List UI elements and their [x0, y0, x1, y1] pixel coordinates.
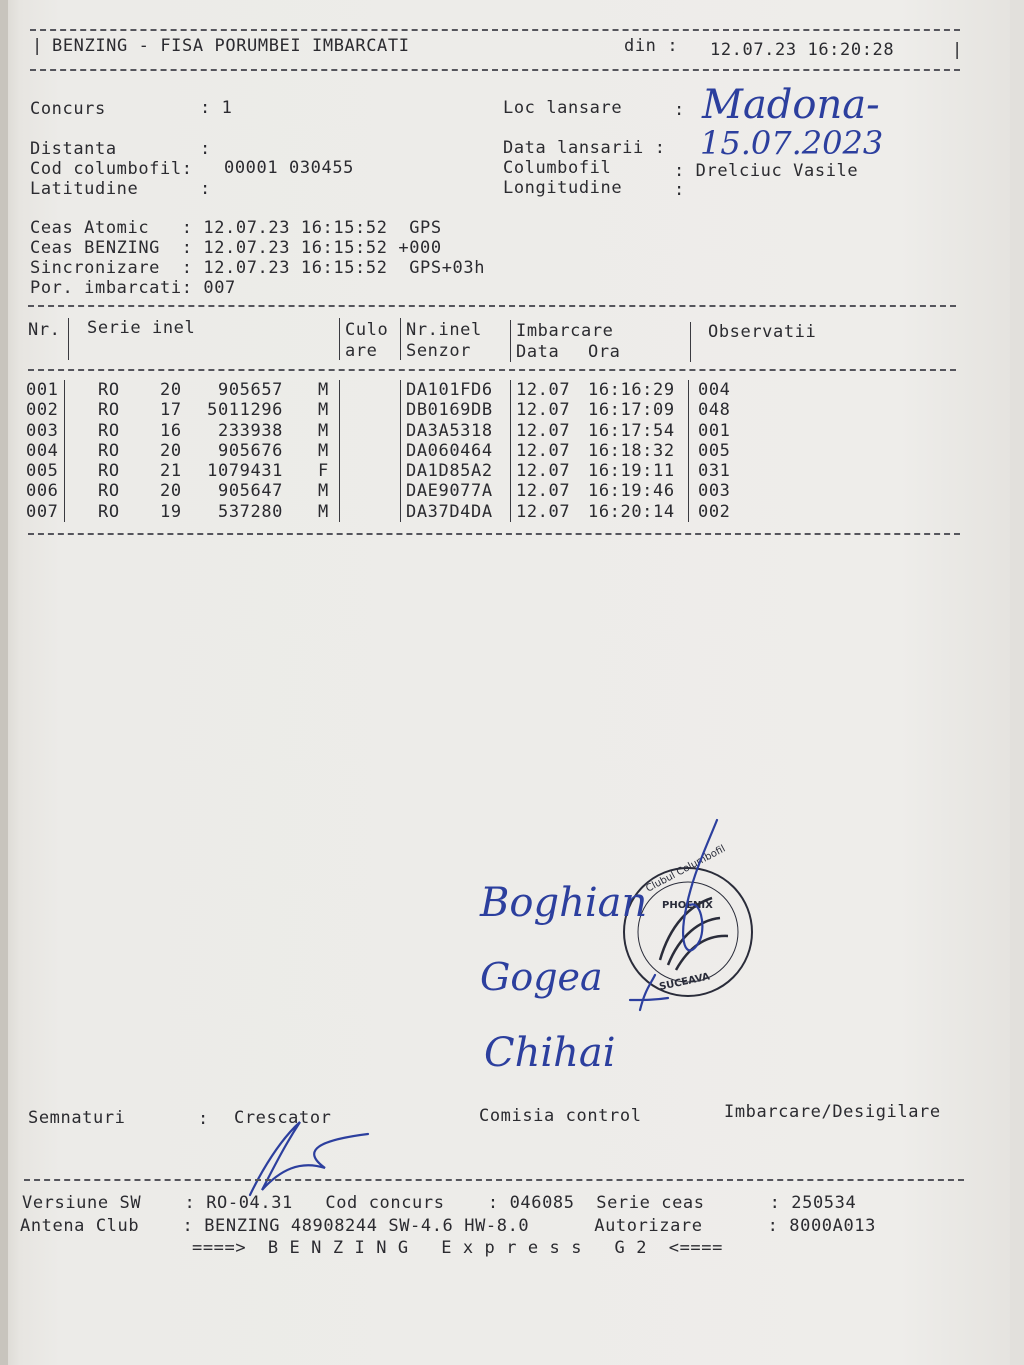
cell-obs: 003	[698, 481, 731, 501]
loc-lansare-handwritten: Madona-	[702, 82, 880, 128]
header-right-bar: |	[952, 40, 963, 60]
semnaturi-label: Semnaturi	[28, 1108, 126, 1128]
loc-lansare-sep: :	[674, 100, 685, 120]
cell-obs: 048	[698, 400, 731, 420]
loc-lansare-label: Loc lansare	[503, 98, 623, 118]
por-imbarcati-line: Por. imbarcati: 007	[30, 278, 236, 298]
cell-sex: F	[318, 461, 329, 481]
distanta-label: Distanta	[30, 139, 117, 159]
cell-sex: M	[318, 421, 329, 441]
cell-ring: 537280	[217, 502, 283, 522]
stamp-text-mid: PHOENIX	[662, 900, 713, 911]
col-header-nr-inel-1: Nr.inel	[406, 320, 482, 340]
cell-year: 20	[160, 380, 182, 400]
cell-ring: 905657	[217, 380, 283, 400]
cell-ring: 905647	[217, 481, 283, 501]
cell-sensor: DA060464	[406, 441, 493, 461]
data-lansarii-label: Data lansarii :	[503, 138, 666, 158]
col-header-nr: Nr.	[28, 320, 61, 340]
cell-obs: 002	[698, 502, 731, 522]
cell-ring: 233938	[217, 421, 283, 441]
cell-time: 16:19:11	[588, 461, 675, 481]
cell-date: 12.07	[516, 380, 571, 400]
stamp-text-top: Clubul Columbofil	[644, 843, 728, 895]
cell-obs: 031	[698, 461, 731, 481]
cell-sex: M	[318, 441, 329, 461]
cell-ring: 1079431	[207, 461, 283, 481]
cell-country: RO	[98, 481, 120, 501]
crescator-label: Crescator	[234, 1108, 332, 1128]
document-title: BENZING - FISA PORUMBEI IMBARCATI	[52, 36, 410, 56]
cell-country: RO	[98, 380, 120, 400]
cell-nr: 007	[26, 502, 59, 522]
cell-year: 20	[160, 481, 182, 501]
cell-date: 12.07	[516, 421, 571, 441]
cell-sensor: DA3A5318	[406, 421, 493, 441]
cell-time: 16:18:32	[588, 441, 675, 461]
cell-sensor: DA1D85A2	[406, 461, 493, 481]
cell-sex: M	[318, 502, 329, 522]
cell-sensor: DB0169DB	[406, 400, 493, 420]
cell-ring: 905676	[217, 441, 283, 461]
concurs-label: Concurs	[30, 99, 106, 119]
cell-nr: 003	[26, 421, 59, 441]
longitudine-label: Longitudine	[503, 178, 623, 198]
cell-year: 16	[160, 421, 182, 441]
cell-nr: 006	[26, 481, 59, 501]
cell-time: 16:20:14	[588, 502, 675, 522]
ceas-atomic-line: Ceas Atomic : 12.07.23 16:15:52 GPS	[30, 218, 442, 238]
col-header-culoare-1: Culo	[345, 320, 389, 340]
handwritten-signature-chihai: Chihai	[484, 1030, 616, 1076]
data-lansarii-handwritten: 15.07.2023	[700, 124, 884, 162]
cell-country: RO	[98, 400, 120, 420]
stamp-text-bottom: SUCEAVA	[658, 971, 711, 993]
ceas-benzing-line: Ceas BENZING : 12.07.23 16:15:52 +000	[30, 238, 442, 258]
cell-ring: 5011296	[207, 400, 283, 420]
col-header-nr-inel-2: Senzor	[406, 341, 472, 361]
cell-date: 12.07	[516, 461, 571, 481]
columbofil-label: Columbofil	[503, 158, 612, 178]
cell-country: RO	[98, 461, 120, 481]
cell-nr: 001	[26, 380, 59, 400]
cell-date: 12.07	[516, 400, 571, 420]
cell-year: 19	[160, 502, 182, 522]
cell-year: 17	[160, 400, 182, 420]
cell-year: 21	[160, 461, 182, 481]
cell-time: 16:17:54	[588, 421, 675, 441]
cell-sensor: DA37D4DA	[406, 502, 493, 522]
cell-date: 12.07	[516, 502, 571, 522]
col-header-imbarcare: Imbarcare	[516, 321, 614, 341]
col-header-ora: Ora	[588, 342, 621, 362]
footer-antena-line: Antena Club : BENZING 48908244 SW-4.6 HW-8.0 Autorizare : 8000A013	[20, 1216, 876, 1236]
longitudine-sep: :	[674, 180, 685, 200]
columbofil-value: : Drelciuc Vasile	[674, 161, 859, 181]
cod-columbofil-value: 00001 030455	[224, 158, 355, 178]
cell-sex: M	[318, 380, 329, 400]
distanta-sep: :	[200, 139, 211, 159]
cell-time: 16:16:29	[588, 380, 675, 400]
cell-nr: 004	[26, 441, 59, 461]
print-timestamp: 12.07.23 16:20:28	[710, 40, 895, 60]
concurs-value: : 1	[200, 98, 233, 118]
latitudine-sep: :	[200, 179, 211, 199]
cell-obs: 001	[698, 421, 731, 441]
cell-year: 20	[160, 441, 182, 461]
footer-versiune-line: Versiune SW : RO-04.31 Cod concurs : 046085 Serie ceas : 250534	[22, 1193, 857, 1213]
cod-columbofil-label: Cod columbofil:	[30, 159, 193, 179]
cell-nr: 002	[26, 400, 59, 420]
footer-brand-line: ====> B E N Z I N G E x p r e s s G 2 <====	[192, 1238, 723, 1258]
handwritten-signature-boghian: Boghian	[480, 880, 648, 926]
cell-country: RO	[98, 421, 120, 441]
handwritten-signature-gogea: Gogea	[480, 955, 603, 999]
cell-date: 12.07	[516, 481, 571, 501]
cell-date: 12.07	[516, 441, 571, 461]
imbarcare-desigilare-label: Imbarcare/Desigilare	[724, 1102, 941, 1122]
cell-obs: 005	[698, 441, 731, 461]
semnaturi-sep: :	[198, 1109, 209, 1129]
col-header-data: Data	[516, 342, 560, 362]
cell-obs: 004	[698, 380, 731, 400]
footer-dashed-rule	[24, 1179, 964, 1181]
signature-scribble	[683, 820, 717, 950]
comisia-control-label: Comisia control	[479, 1106, 642, 1126]
cell-time: 16:19:46	[588, 481, 675, 501]
cell-time: 16:17:09	[588, 400, 675, 420]
sincronizare-line: Sincronizare : 12.07.23 16:15:52 GPS+03h	[30, 258, 486, 278]
col-header-serie-inel: Serie inel	[87, 318, 196, 338]
header-left-bar: |	[32, 36, 43, 56]
cell-sensor: DA101FD6	[406, 380, 493, 400]
cell-country: RO	[98, 502, 120, 522]
din-label: din :	[624, 36, 679, 56]
col-header-observatii: Observatii	[708, 322, 817, 342]
col-header-culoare-2: are	[345, 341, 378, 361]
latitudine-label: Latitudine	[30, 179, 139, 199]
cell-sex: M	[318, 481, 329, 501]
cell-sensor: DAE9077A	[406, 481, 493, 501]
crescator-signature-scribble	[250, 1122, 368, 1195]
cell-sex: M	[318, 400, 329, 420]
cell-nr: 005	[26, 461, 59, 481]
cell-country: RO	[98, 441, 120, 461]
